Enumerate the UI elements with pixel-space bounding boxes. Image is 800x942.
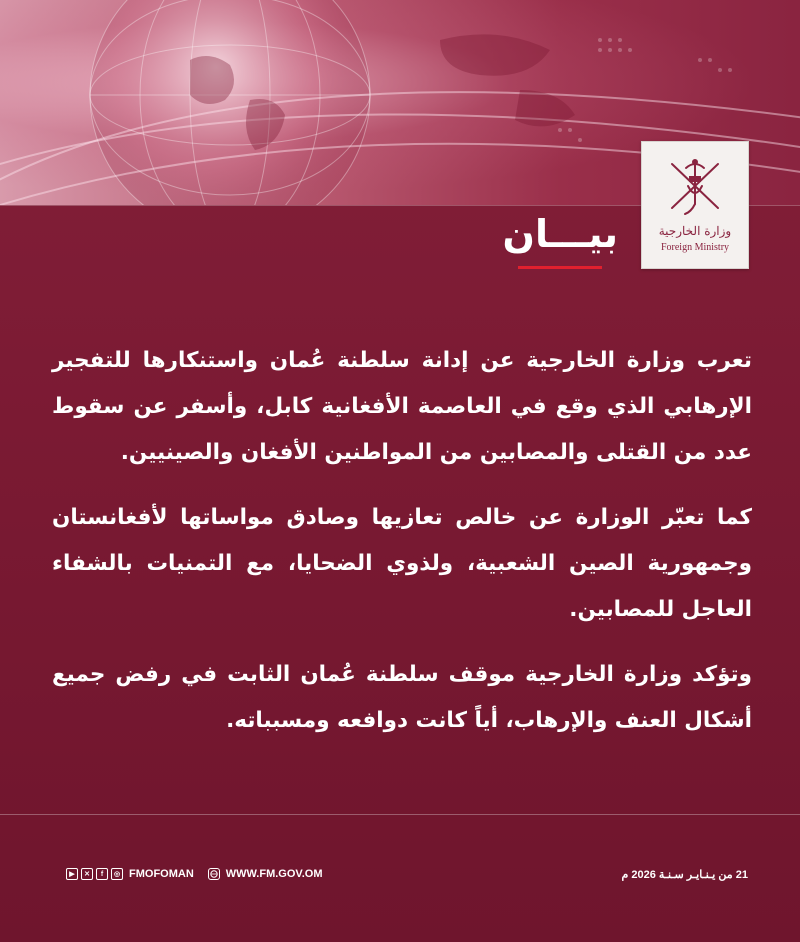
logo-english-text: Foreign Ministry [660, 242, 730, 253]
statement-date: 21 من يـنـايـر سـنـة 2026 م [621, 869, 748, 881]
page-title: بيـــان [502, 212, 618, 256]
social-icons [66, 868, 123, 880]
title-underline [518, 266, 602, 269]
ministry-logo [641, 141, 749, 269]
facebook-icon[interactable]: f [96, 868, 108, 880]
social-handle[interactable]: FMOFOMAN [129, 868, 194, 880]
logo-arabic-text: وزارة الخارجية [658, 224, 732, 238]
footer-contact [66, 868, 323, 880]
instagram-icon[interactable]: ◎ [111, 868, 123, 880]
twitter-icon[interactable]: ✕ [81, 868, 93, 880]
khanjar-emblem-icon [642, 142, 748, 222]
youtube-icon[interactable]: ▶ [66, 868, 78, 880]
website-link[interactable]: WWW.FM.GOV.OM [225, 868, 323, 880]
bottom-divider [0, 814, 800, 815]
statement-body [52, 338, 752, 763]
paragraph-3: وتؤكد وزارة الخارجية موقف سلطنة عُمان الثابت في رفض جميع أشكال العنف والإرهاب، أياً كانت دوافعه ومسبباته. [52, 662, 752, 733]
globe-icon [208, 868, 220, 880]
paragraph-1: تعرب وزارة الخارجية عن إدانة سلطنة عُمان واستنكارها للتفجير الإرهابي الذي وقع في العاصمة الأفغانية كابل، وأسفر عن سقوط عدد من القتلى والمصابين من المواطنين الأفغان والصينيين. [52, 348, 752, 465]
paragraph-2: كما تعبّر الوزارة عن خالص تعازيها وصادق مواساتها لأفغانستان وجمهورية الصين الشعبية، ولذوي الضحايا، مع التمنيات بالشفاء العاجل للمصابين. [52, 505, 752, 622]
